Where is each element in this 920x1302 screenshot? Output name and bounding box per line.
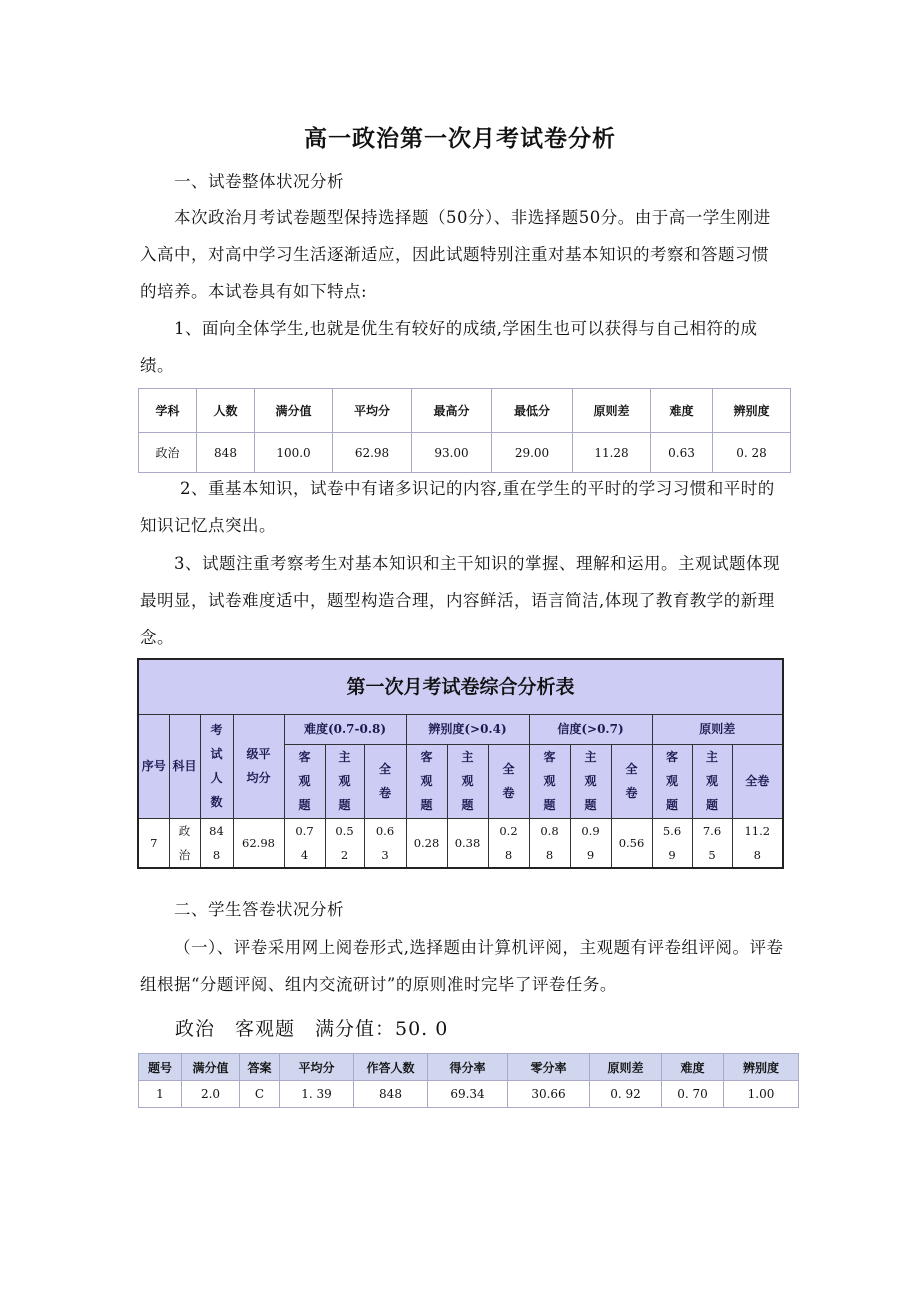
- header-objective: 客观题: [652, 744, 692, 818]
- paragraph-intro: 本次政治月考试卷题型保持选择题（50分）、非选择题50分。由于高一学生刚进入高中，对高中学习生活逐渐适应，因此试题特别注重对基本知识的考察和答题习惯的培养。本试卷具有如下特点:: [140, 208, 771, 301]
- objective-table: [138, 1053, 799, 1108]
- table-header-row: [139, 1054, 799, 1081]
- analysis-table-title: 第一次月考试卷综合分析表: [138, 659, 783, 714]
- cell: 0.99: [570, 818, 611, 868]
- analysis-table: [137, 658, 784, 869]
- header-cell: 难度: [651, 389, 713, 433]
- cell: 62.98: [233, 818, 284, 868]
- cell: 0. 28: [713, 433, 791, 473]
- header-cell: 学科: [139, 389, 197, 433]
- header-cell: 辨别度: [724, 1054, 799, 1081]
- header-all: 全卷: [611, 744, 652, 818]
- point-3: 3、试题注重考察考生对基本知识和主干知识的掌握、理解和运用。主观试题体现最明显，试卷难度适中，题型构造合理，内容鲜活，语言简洁,体现了教育教学的新理念。: [140, 554, 780, 647]
- cell: 0.28: [488, 818, 529, 868]
- header-all: 全卷: [732, 744, 783, 818]
- summary-table: [138, 388, 791, 473]
- header-difficulty: 难度(0.7-0.8): [284, 714, 406, 744]
- header-seq: 序号: [138, 714, 169, 818]
- section-heading-1: 一、试卷整体状况分析: [174, 172, 344, 191]
- header-objective: 客观题: [529, 744, 570, 818]
- point-1: 1、面向全体学生,也就是优生有较好的成绩,学困生也可以获得与自己相符的成绩。: [140, 319, 758, 375]
- header-cell: 最低分: [492, 389, 573, 433]
- header-cell: 得分率: [428, 1054, 508, 1081]
- header-count: 考试人数: [200, 714, 233, 818]
- cell: 0.63: [651, 433, 713, 473]
- cell: 93.00: [412, 433, 492, 473]
- header-cell: 题号: [139, 1054, 182, 1081]
- header-subjective: 主观题: [570, 744, 611, 818]
- header-avg: 级平均分: [233, 714, 284, 818]
- header-cell: 原则差: [573, 389, 651, 433]
- cell: 7: [138, 818, 169, 868]
- cell: 政治: [169, 818, 200, 868]
- table-header-row: [139, 389, 791, 433]
- point-2: 2、重基本知识，试卷中有诸多识记的内容,重在学生的平时的学习习惯和平时的知识记忆点突出。: [140, 479, 775, 535]
- header-subject: 科目: [169, 714, 200, 818]
- cell: 0.28: [406, 818, 447, 868]
- cell: 1. 39: [280, 1081, 354, 1108]
- cell: 11.28: [573, 433, 651, 473]
- cell: 62.98: [333, 433, 412, 473]
- section-heading-2: 二、学生答卷状况分析: [174, 900, 344, 919]
- cell: 0. 92: [590, 1081, 662, 1108]
- table-row: [139, 433, 791, 473]
- header-subjective: 主观题: [692, 744, 732, 818]
- cell: 政治: [139, 433, 197, 473]
- cell: 848: [197, 433, 255, 473]
- header-objective: 客观题: [284, 744, 325, 818]
- cell: 848: [354, 1081, 428, 1108]
- cell: 848: [200, 818, 233, 868]
- header-stddev: 原则差: [652, 714, 783, 744]
- header-cell: 原则差: [590, 1054, 662, 1081]
- header-cell: 满分值: [182, 1054, 240, 1081]
- header-discrimination: 辨别度(>0.4): [406, 714, 529, 744]
- cell: 11.28: [732, 818, 783, 868]
- cell: 0.74: [284, 818, 325, 868]
- header-cell: 难度: [662, 1054, 724, 1081]
- cell: 1.00: [724, 1081, 799, 1108]
- cell: 30.66: [508, 1081, 590, 1108]
- cell: 1: [139, 1081, 182, 1108]
- header-cell: 零分率: [508, 1054, 590, 1081]
- header-cell: 辨别度: [713, 389, 791, 433]
- cell: 0.56: [611, 818, 652, 868]
- cell: 0. 70: [662, 1081, 724, 1108]
- cell: C: [240, 1081, 280, 1108]
- header-objective: 客观题: [406, 744, 447, 818]
- cell: 0.63: [364, 818, 406, 868]
- cell: 0.38: [447, 818, 488, 868]
- cell: 5.69: [652, 818, 692, 868]
- header-reliability: 信度(>0.7): [529, 714, 652, 744]
- header-cell: 平均分: [280, 1054, 354, 1081]
- cell: 0.52: [325, 818, 364, 868]
- header-cell: 平均分: [333, 389, 412, 433]
- header-subjective: 主观题: [325, 744, 364, 818]
- cell: 7.65: [692, 818, 732, 868]
- header-cell: 最高分: [412, 389, 492, 433]
- header-subjective: 主观题: [447, 744, 488, 818]
- cell: 69.34: [428, 1081, 508, 1108]
- table-row: [139, 1081, 799, 1108]
- header-all: 全卷: [488, 744, 529, 818]
- header-cell: 作答人数: [354, 1054, 428, 1081]
- cell: 0.88: [529, 818, 570, 868]
- header-cell: 人数: [197, 389, 255, 433]
- table-row: [138, 818, 783, 868]
- paragraph-marking: （一）、评卷采用网上阅卷形式,选择题由计算机评阅，主观题有评卷组评阅。评卷组根据“分题评阅、组内交流研讨”的原则准时完毕了评卷任务。: [140, 938, 784, 994]
- header-cell: 满分值: [255, 389, 333, 433]
- header-all: 全卷: [364, 744, 406, 818]
- header-cell: 答案: [240, 1054, 280, 1081]
- cell: 29.00: [492, 433, 573, 473]
- page-title: 高一政治第一次月考试卷分析: [304, 125, 616, 152]
- objective-subtitle: 政治 客观题 满分值：50. 0: [175, 1018, 449, 1040]
- cell: 2.0: [182, 1081, 240, 1108]
- cell: 100.0: [255, 433, 333, 473]
